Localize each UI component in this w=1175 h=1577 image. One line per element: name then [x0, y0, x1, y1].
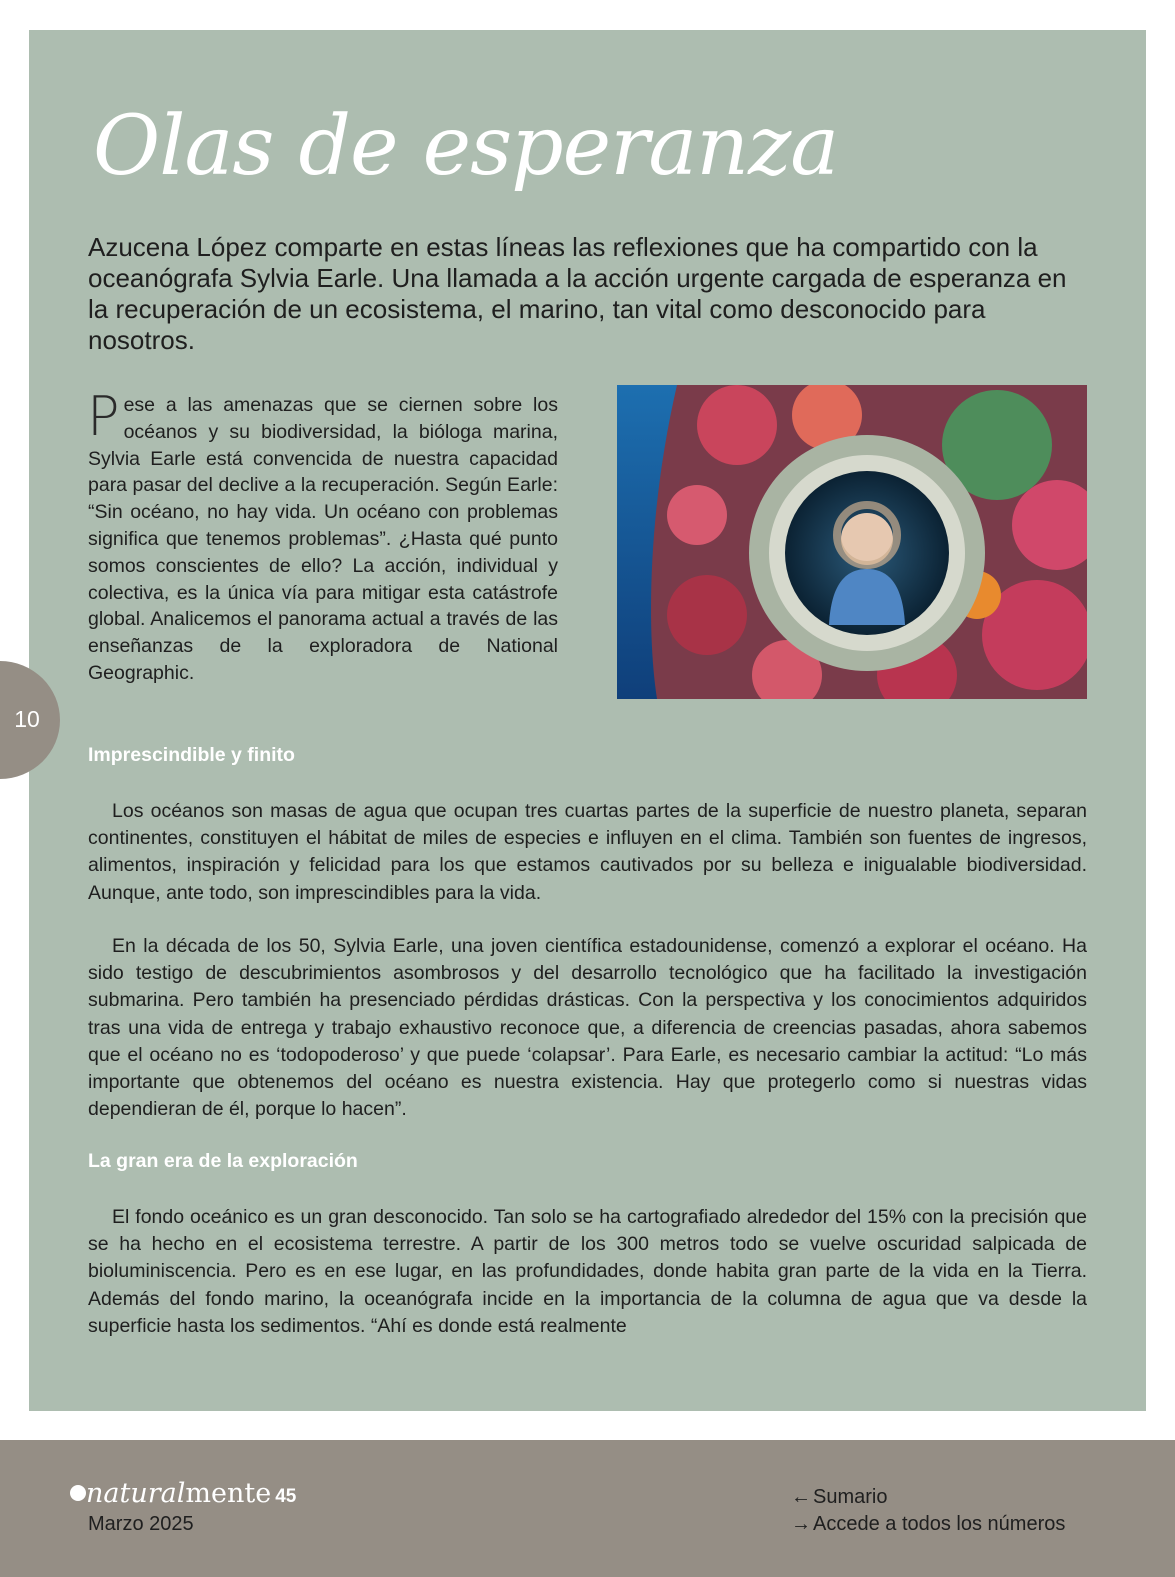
summary-link-label: Sumario	[813, 1486, 888, 1508]
all-issues-link[interactable]	[791, 1513, 1065, 1536]
magazine-brand	[70, 1478, 296, 1509]
issue-date: Marzo 2025	[88, 1513, 194, 1535]
brand-dot-icon	[70, 1485, 86, 1501]
section1-paragraph-1: Los océanos son masas de agua que ocupan tres cuartas partes de la superficie de nuestro planeta, separan continentes, constituyen el hábitat de miles de especies e influyen en el clima. También son fuentes de ingresos, alimentos, inspiración y felicidad para los que estamos cautivados por su belleza e inigualable biodiversidad. Aunque, ante todo, son imprescindibles para la vida.	[88, 800, 1087, 904]
arrow-right-icon: →	[791, 1513, 811, 1535]
section1-paragraph-2: En la década de los 50, Sylvia Earle, una joven científica estadounidense, comenzó a explorar el océano. Ha sido testigo de descubrimientos asombrosos y del desarrollo tecnológico que ha facilitado la investigación submarina. Pero también ha presenciado pérdidas drásticas. Con la perspectiva y los conocimientos adquiridos tras una vida de entrega y trabajo exhaustivo reconoce que, a diferencia de creencias pasadas, ahora sabemos que el océano no es ‘todopoderoso’ y que puede ‘colapsar’. Para Earle, es necesario cambiar la actitud: “Lo más importante que obtenemos del océano es nuestra existencia. Hay que protegerlo como si nuestras vidas dependieran de él, porque lo hacen”.	[88, 935, 1087, 1121]
all-issues-link-label: Accede a todos los números	[813, 1513, 1066, 1535]
brand-name-regular: mente	[185, 1478, 272, 1509]
page-number: 10	[14, 706, 40, 732]
arrow-left-icon: ←	[791, 1486, 811, 1508]
drop-cap: P	[87, 385, 120, 448]
article-photo	[617, 385, 1087, 699]
intro-paragraph	[87, 385, 558, 687]
summary-link[interactable]	[791, 1486, 887, 1509]
article-title: Olas de esperanza	[93, 99, 839, 194]
intro-text: ese a las amenazas que se ciernen sobre los océanos y su biodiversidad, la bióloga marina, Sylvia Earle está convencida de nuestra capacidad para pasar del declive a la recuperación. Según Earle: “Sin océano, no hay vida. Un océano con problemas significa que tenemos problemas”. ¿Hasta qué punto somos conscientes de ello? La acción, individual y colectiva, es la única vía para mitigar esta catástrofe global. Analicemos el panorama actual a través de las enseñanzas de la exploradora de National Geographic.	[88, 394, 558, 684]
section2-paragraph-1: El fondo oceánico es un gran desconocido. Tan solo se ha cartografiado alrededor del 15% con la precisión que se ha hecho en el ecosistema terrestre. A partir de los 300 metros todo se vuelve oscuridad salpicada de bioluminiscencia. Pero es en ese lugar, en las profundidades, donde habita gran parte de la vida en la Tierra. Además del fondo marino, la oceanógrafa incide en la importancia de la columna de agua que va desde la superficie hasta los sedimentos. “Ahí es donde está realmente	[88, 1206, 1087, 1337]
section-heading-1: Imprescindible y finito	[88, 744, 295, 766]
brand-name-italic: natural	[86, 1478, 186, 1509]
underwater-porthole-image	[617, 385, 1087, 699]
section-heading-2: La gran era de la exploración	[88, 1150, 358, 1172]
article-lead: Azucena López comparte en estas líneas las reflexiones que ha compartido con la oceanógrafa Sylvia Earle. Una llamada a la acción urgente cargada de esperanza en la recuperación de un ecosistema, el marino, tan vital como desconocido para nosotros.	[88, 232, 1067, 355]
issue-number: 45	[275, 1486, 297, 1507]
